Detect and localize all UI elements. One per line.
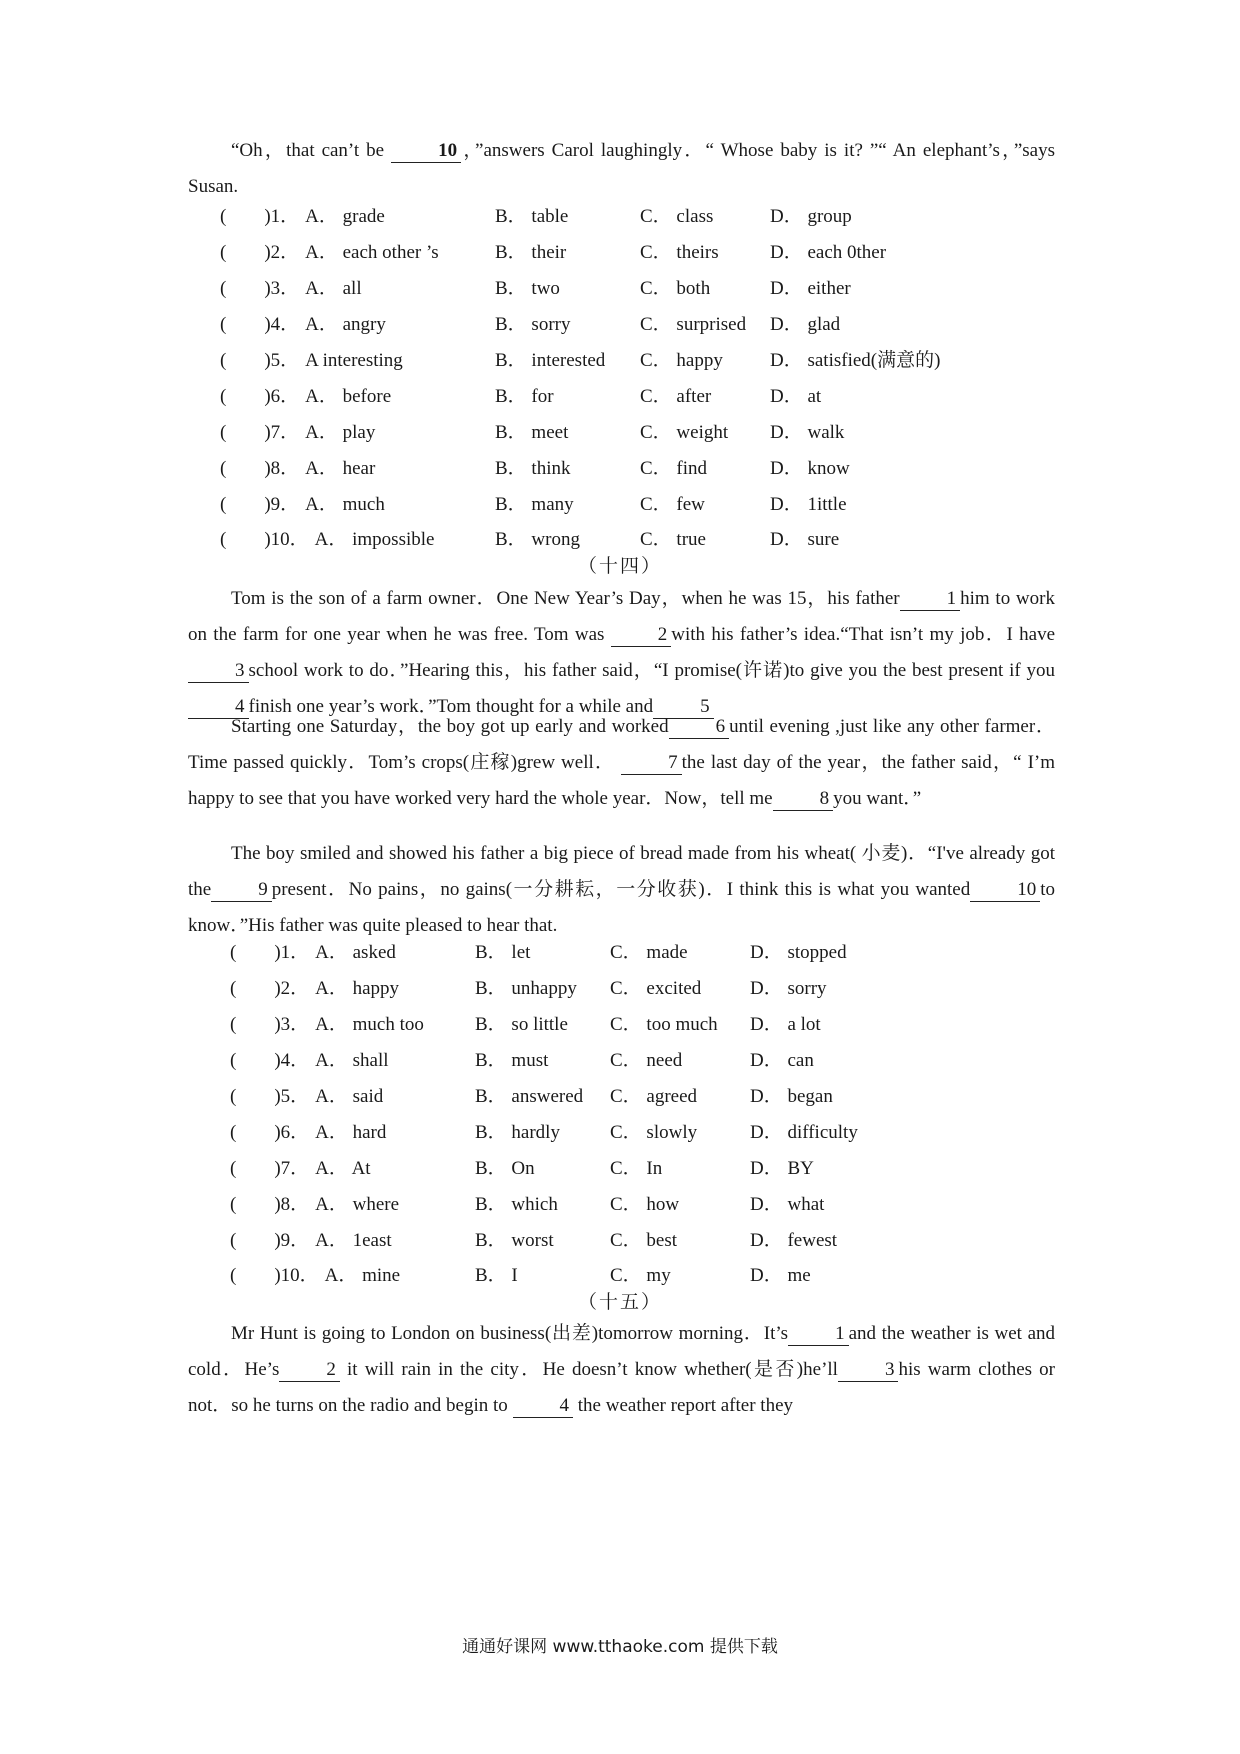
text-segment: school work to do．”Hearing this，his father said，“I promise(许诺)to give you the best present if you (248, 660, 1055, 681)
option-b: B． sorry (495, 314, 571, 336)
text-segment: his warm clothes or not．so he turns on the radio and begin to (188, 1359, 1055, 1416)
option-c: C． In (610, 1157, 663, 1179)
question-number-and-option-a (220, 233, 495, 269)
option-a: A． hard (315, 1121, 387, 1143)
text-segment: The boy smiled and showed his father a big piece of bread made from his wheat( 小麦)．“I've already got the (188, 843, 1055, 900)
option-d: D． either (770, 278, 851, 300)
question-row (230, 1112, 1010, 1148)
option-d: D． 1ittle (770, 493, 847, 515)
question-row (220, 448, 1030, 484)
option-b: B． On (475, 1157, 535, 1179)
question-row (220, 412, 1030, 448)
option-b: B． which (475, 1193, 558, 1215)
text-segment: to know．”His father was quite pleased to hear that. (188, 879, 1055, 936)
option-a: A． much (305, 493, 385, 515)
blank-2: 2 (611, 624, 672, 647)
option-b: B． let (475, 942, 531, 964)
blank-1: 1 (900, 588, 961, 611)
option-d: D． a lot (750, 1014, 821, 1036)
question-number: ( )9． (220, 493, 300, 515)
option-b: B． unhappy (475, 978, 577, 1000)
text-segment: finish one year’s work．”Tom thought for a while and (248, 696, 654, 717)
question-number: ( )3． (230, 1014, 310, 1036)
question-number-and-option-a (220, 412, 495, 448)
question-number: ( )10． (220, 529, 309, 551)
option-b: B． for (495, 385, 554, 407)
option-b: B． meet (495, 421, 569, 443)
option-a: A． hear (305, 457, 376, 479)
question-number: ( )3． (220, 278, 300, 300)
option-a: A． At (315, 1157, 371, 1179)
option-b: B． hardly (475, 1121, 560, 1143)
question-number-and-option-a (220, 305, 495, 341)
section-13-question-table (220, 197, 1030, 556)
option-b: B． so little (475, 1014, 568, 1036)
question-number-and-option-a (220, 448, 495, 484)
option-b: B． answered (475, 1086, 584, 1107)
question-row (230, 1148, 1010, 1184)
question-number-and-option-a (220, 341, 495, 377)
question-row (220, 233, 1030, 269)
question-number: ( )1． (230, 942, 310, 964)
option-c: C． need (610, 1050, 683, 1072)
question-row (220, 376, 1030, 412)
passage-14-paragraph-1 (188, 581, 1055, 725)
passage-14-paragraph-2 (188, 709, 1055, 817)
option-c: C． true (640, 529, 706, 551)
option-d: D． me (750, 1265, 811, 1287)
question-row (230, 1220, 1010, 1256)
question-number: ( )9． (230, 1229, 310, 1251)
question-number-and-option-a (220, 376, 495, 412)
question-number: ( )7． (230, 1157, 310, 1179)
section-14-title: （十四） (577, 556, 662, 577)
option-c: C． agreed (610, 1086, 698, 1107)
option-c: C． weight (640, 421, 729, 443)
blank-4: 4 (188, 696, 249, 719)
question-number: ( )4． (220, 314, 300, 336)
text-segment: present．No pains，no gains(一分耕耘，一分收获)．I think this is what you wanted (271, 879, 971, 900)
option-c: C． few (640, 493, 705, 515)
option-a: A． angry (305, 314, 386, 336)
option-b: B． interested (495, 350, 606, 371)
option-b: B． their (495, 242, 567, 264)
option-b: B． worst (475, 1229, 554, 1251)
question-number: ( )2． (220, 242, 300, 264)
option-d: D． BY (750, 1157, 814, 1179)
question-number: ( )10． (230, 1265, 319, 1287)
question-row (220, 197, 1030, 233)
text-segment: Tom is the son of a farm owner．One New Year’s Day，when he was 15，his father (231, 588, 900, 609)
question-number: ( )7． (220, 421, 300, 443)
text-segment: Starting one Saturday，the boy got up early and worked (231, 716, 669, 737)
option-a: A． asked (315, 942, 396, 964)
option-d: D． sorry (750, 978, 827, 1000)
section-15-title: （十五） (577, 1292, 662, 1313)
option-d: D． walk (770, 421, 845, 443)
option-c: C． both (640, 278, 711, 300)
question-number-and-option-a (230, 933, 475, 969)
question-row (230, 1005, 1010, 1041)
question-row (220, 269, 1030, 305)
option-a: A． said (315, 1086, 384, 1107)
option-d: D． can (750, 1050, 814, 1072)
question-number-and-option-a (230, 1041, 475, 1077)
text-segment: with his father’s idea.“That isn’t my job．I have (671, 624, 1055, 645)
text-segment: it will rain in the city．He doesn’t know whether(是否)he’ll (339, 1359, 838, 1380)
question-row (220, 341, 1030, 377)
question-row (230, 1041, 1010, 1077)
option-d: D． each 0ther (770, 242, 887, 264)
blank-1: 1 (788, 1323, 849, 1346)
question-row (230, 933, 1010, 969)
option-b: B． many (495, 493, 574, 515)
blank-10: 10 (391, 140, 461, 163)
question-number: ( )4． (230, 1050, 310, 1072)
option-d: D． what (750, 1193, 825, 1215)
blank-3: 3 (838, 1359, 899, 1382)
question-row (230, 969, 1010, 1005)
question-number-and-option-a (230, 1005, 475, 1041)
text-segment: “Oh，that can’t be (231, 140, 392, 161)
blank-6: 6 (669, 716, 730, 739)
question-number: ( )5． (220, 350, 300, 371)
option-d: D． satisfied(满意的) (770, 350, 941, 371)
page-footer: 通通好课网 www.tthaoke.com 提供下载 (462, 1637, 778, 1657)
question-number-and-option-a (220, 269, 495, 305)
question-number-and-option-a (230, 1077, 475, 1113)
question-row (220, 484, 1030, 520)
question-number: ( )8． (230, 1193, 310, 1215)
option-b: B． I (475, 1265, 518, 1287)
blank-3: 3 (188, 660, 249, 683)
section-14-question-table (230, 933, 1010, 1292)
passage-14-paragraph-3 (188, 836, 1055, 944)
option-b: B． wrong (495, 529, 580, 551)
option-c: C． slowly (610, 1121, 698, 1143)
question-number: ( )6． (230, 1121, 310, 1143)
question-row (230, 1184, 1010, 1220)
question-row (230, 1077, 1010, 1113)
question-row (220, 305, 1030, 341)
option-d: D． fewest (750, 1229, 838, 1251)
question-number-and-option-a (230, 1112, 475, 1148)
option-b: B． must (475, 1050, 549, 1072)
blank-7: 7 (621, 752, 682, 775)
option-c: C． best (610, 1229, 678, 1251)
text-segment: him to work on the farm for one year when he was free. Tom was (188, 588, 1055, 645)
question-number: ( )8． (220, 457, 300, 479)
blank-4: 4 (513, 1395, 574, 1418)
option-c: C． too much (610, 1014, 718, 1036)
option-b: B． two (495, 278, 560, 300)
option-b: B． table (495, 206, 569, 228)
option-d: D． stopped (750, 942, 847, 964)
option-d: D． began (750, 1086, 833, 1107)
text-segment: Mr Hunt is going to London on business(出差)tomorrow morning．It’s (231, 1323, 789, 1344)
option-c: C． theirs (640, 242, 719, 264)
option-a: A． play (305, 421, 376, 443)
text-segment: the weather report after they (573, 1395, 793, 1416)
question-number-and-option-a (230, 1220, 475, 1256)
option-a: A． mine (324, 1265, 401, 1287)
option-a: A． each other ’s (305, 242, 439, 264)
option-c: C． find (640, 457, 708, 479)
blank-9: 9 (211, 879, 272, 902)
option-d: D． difficulty (750, 1121, 858, 1143)
option-a: A． grade (305, 206, 385, 228)
question-number-and-option-a (220, 197, 495, 233)
option-c: C． happy (640, 350, 723, 371)
option-c: C． my (610, 1265, 671, 1287)
option-a: A． 1east (315, 1229, 392, 1251)
option-d: D． at (770, 385, 822, 407)
question-number: ( )5． (230, 1086, 310, 1107)
option-c: C． class (640, 206, 714, 228)
option-d: D． group (770, 206, 852, 228)
blank-2: 2 (279, 1359, 340, 1382)
option-c: C． how (610, 1193, 680, 1215)
option-c: C． excited (610, 978, 702, 1000)
text-segment: and the weather is wet and cold．He’s (188, 1323, 1056, 1380)
blank-8: 8 (773, 788, 834, 811)
text-segment: until evening ,just like any other farmer．Time passed quickly．Tom’s crops(庄稼)grew well． (188, 716, 1055, 773)
blank-5: 5 (653, 696, 714, 719)
option-a: A． impossible (314, 529, 435, 551)
option-a: A． happy (315, 978, 400, 1000)
option-c: C． surprised (640, 314, 747, 336)
question-number-and-option-a (230, 969, 475, 1005)
blank-10: 10 (970, 879, 1040, 902)
option-b: B． think (495, 457, 571, 479)
option-a: A interesting (305, 350, 403, 371)
option-c: C． after (640, 385, 712, 407)
option-a: A． much too (315, 1014, 424, 1036)
text-segment: ，”answers Carol laughingly．“ Whose baby is it? ”“ An elephant’s，”says Susan. (188, 140, 1055, 197)
passage-13-tail (188, 133, 1055, 205)
question-number: ( )6． (220, 385, 300, 407)
option-c: C． made (610, 942, 688, 964)
text-segment: the last day of the year，the father said，“ I’m happy to see that you have worked very hard the whole year．Now，tell me (188, 752, 1055, 809)
option-a: A． all (305, 278, 362, 300)
option-d: D． sure (770, 529, 840, 551)
text-segment: you want．” (833, 788, 922, 809)
option-a: A． shall (315, 1050, 389, 1072)
option-a: A． where (315, 1193, 400, 1215)
option-a: A． before (305, 385, 392, 407)
question-number-and-option-a (230, 1184, 475, 1220)
option-d: D． know (770, 457, 850, 479)
question-number-and-option-a (230, 1148, 475, 1184)
question-number-and-option-a (220, 484, 495, 520)
question-number: ( )1． (220, 206, 300, 228)
passage-15-paragraph-1 (188, 1316, 1055, 1424)
option-d: D． glad (770, 314, 841, 336)
question-number: ( )2． (230, 978, 310, 1000)
